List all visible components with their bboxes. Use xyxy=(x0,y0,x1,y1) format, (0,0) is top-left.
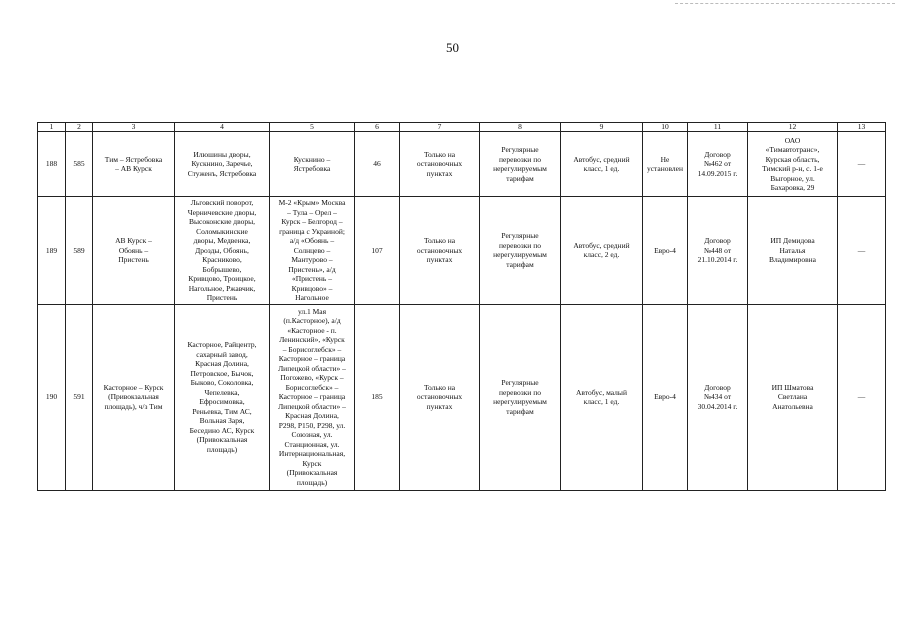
column-header: 8 xyxy=(480,123,561,132)
carrier-cell: ОАО «Тимавтотранс», Курская область, Тимский р-н, с. 1-е Выгорное, ул. Бахаровка, 29 xyxy=(748,132,838,197)
length-cell: 185 xyxy=(355,304,400,490)
stops-cell: Льговский поворот, Черничевские дворы, Высоконские дворы, Соломыкинские дворы, Медвенка, Дрозды, Обоянь, Красниково, Бобрышево, Кривцово, Троицкое, Нагольное, Ржавчик, Пристень xyxy=(175,197,270,305)
eco-class-cell: Евро-4 xyxy=(643,197,688,305)
notes-cell: — xyxy=(838,197,886,305)
column-header: 1 xyxy=(38,123,66,132)
service-type-cell: Регулярные перевозки по нерегулируемым тарифам xyxy=(480,132,561,197)
route-number-cell: 589 xyxy=(66,197,93,305)
route-register-table xyxy=(37,122,886,491)
carrier-cell: ИП Шматова Светлана Анатольевна xyxy=(748,304,838,490)
boarding-cell: Только на остановочных пунктах xyxy=(400,197,480,305)
carrier-cell: ИП Демидова Наталья Владимировна xyxy=(748,197,838,305)
column-header: 11 xyxy=(688,123,748,132)
column-header: 7 xyxy=(400,123,480,132)
vehicle-cell: Автобус, средний класс, 1 ед. xyxy=(561,132,643,197)
row-index-cell: 189 xyxy=(38,197,66,305)
column-header: 2 xyxy=(66,123,93,132)
roads-cell: ул.1 Мая (п.Касторное), а/д «Касторное - п. Ленинский», «Курск – Борисоглебск» – Касторное – граница Липецкой области» – Погожево, «Курск – Борисоглебск» – Касторное – граница Липецкой области» – Красная Долина, Р298, Р150, Р298, ул. Союзная, ул. Станционная, ул. Интернациональная, Курск (Привокзальная площадь) xyxy=(270,304,355,490)
route-number-cell: 591 xyxy=(66,304,93,490)
route-number-cell: 585 xyxy=(66,132,93,197)
vehicle-cell: Автобус, средний класс, 2 ед. xyxy=(561,197,643,305)
table-row xyxy=(38,304,886,490)
contract-cell: Договор №434 от 30.04.2014 г. xyxy=(688,304,748,490)
roads-cell: Кускнино – Ястребовка xyxy=(270,132,355,197)
contract-cell: Договор №462 от 14.09.2015 г. xyxy=(688,132,748,197)
roads-cell: М-2 «Крым» Москва – Тула – Орел – Курск – Белгород – граница с Украиной; а/д «Обоянь – Солнцево – Мантурово – Пристень», а/д «Пристень – Кривцово» – Нагольное xyxy=(270,197,355,305)
page-number: 50 xyxy=(446,40,459,55)
eco-class-cell: Не установлен xyxy=(643,132,688,197)
row-index-cell: 188 xyxy=(38,132,66,197)
column-header: 3 xyxy=(93,123,175,132)
row-index-cell: 190 xyxy=(38,304,66,490)
scan-edge-line xyxy=(675,3,895,4)
eco-class-cell: Евро-4 xyxy=(643,304,688,490)
service-type-cell: Регулярные перевозки по нерегулируемым тарифам xyxy=(480,304,561,490)
table-row xyxy=(38,132,886,197)
notes-cell: — xyxy=(838,304,886,490)
service-type-cell: Регулярные перевозки по нерегулируемым тарифам xyxy=(480,197,561,305)
boarding-cell: Только на остановочных пунктах xyxy=(400,132,480,197)
column-header: 5 xyxy=(270,123,355,132)
stops-cell: Касторное, Райцентр, сахарный завод, Красная Долина, Петровское, Бычок, Быково, Соколовка, Чепелевка, Ефросимовка, Реньевка, Тим АС, Вольная Заря, Беседино АС, Курск (Привокзальная площадь) xyxy=(175,304,270,490)
column-header: 9 xyxy=(561,123,643,132)
column-header: 4 xyxy=(175,123,270,132)
stops-cell: Илюшины дворы, Кускнино, Заречье, Стуженъ, Ястребовка xyxy=(175,132,270,197)
column-number-row xyxy=(38,123,886,132)
table-row xyxy=(38,197,886,305)
column-header: 13 xyxy=(838,123,886,132)
route-name-cell: Касторное – Курск (Привокзальная площадь), ч/з Тим xyxy=(93,304,175,490)
length-cell: 46 xyxy=(355,132,400,197)
route-name-cell: Тим – Ястребовка – АВ Курск xyxy=(93,132,175,197)
column-header: 10 xyxy=(643,123,688,132)
vehicle-cell: Автобус, малый класс, 1 ед. xyxy=(561,304,643,490)
boarding-cell: Только на остановочных пунктах xyxy=(400,304,480,490)
length-cell: 107 xyxy=(355,197,400,305)
column-header: 6 xyxy=(355,123,400,132)
route-name-cell: АВ Курск – Обоянь – Пристень xyxy=(93,197,175,305)
notes-cell: — xyxy=(838,132,886,197)
column-header: 12 xyxy=(748,123,838,132)
contract-cell: Договор №448 от 21.10.2014 г. xyxy=(688,197,748,305)
